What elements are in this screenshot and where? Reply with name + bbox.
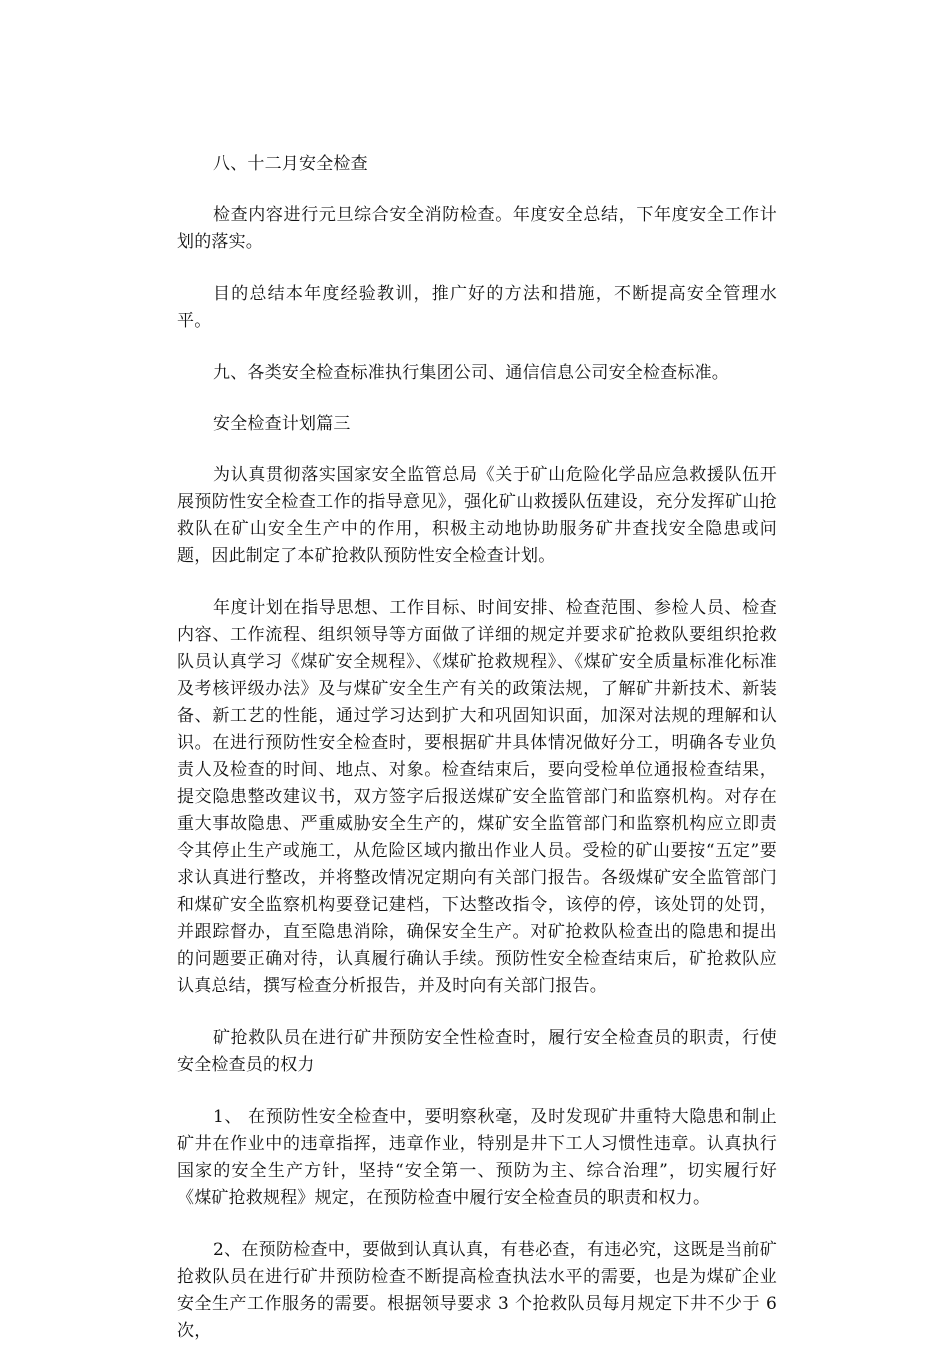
paragraph-annual-plan: 年度计划在指导思想、工作目标、时间安排、检查范围、参检人员、检查内容、工作流程、组织领导等方面做了详细的规定并要求矿抢救队要组织抢救队员认真学习《煤矿安全规程》、《煤矿抢救规程》、《煤矿安全质量标准化标准及考核评级办法》及与煤矿安全生产有关的政策法规，了解矿井新技术、新装备、新工艺的性能，通过学习达到扩大和巩固知识面，加深对法规的理解和认识。在进行预防性安全检查时，要根据矿井具体情况做好分工，明确各专业负责人及检查的时间、地点、对象。检查结束后，要向受检单位通报检查结果，提交隐患整改建议书，双方签字后报送煤矿安全监管部门和监察机构。对存在重大事故隐患、严重威胁安全生产的，煤矿安全监管部门和监察机构应立即责令其停止生产或施工，从危险区域内撤出作业人员。受检的矿山要按“五定”要求认真进行整改，并将整改情况定期向有关部门报告。各级煤矿安全监管部门和煤矿安全监察机构要登记建档，下达整改指令，该停的停，该处罚的处罚，并跟踪督办，直至隐患消除，确保安全生产。对矿抢救队检查出的隐患和提出的问题要正确对待，认真履行确认手续。预防性安全检查结束后，矿抢救队应认真总结，撰写检查分析报告，并及时向有关部门报告。 [177,598,777,996]
section-title: 安全检查计划篇三 [213,414,351,434]
paragraph-duty: 矿抢救队员在进行矿井预防安全性检查时，履行安全检查员的职责，行使安全检查员的权力 [177,1028,777,1075]
paragraph-intro: 为认真贯彻落实国家安全监管总局《关于矿山危险化学品应急救援队伍开展预防性安全检查工作的指导意见》，强化矿山救援队伍建设，充分发挥矿山抢救队在矿山安全生产中的作用，积极主动地协助服务矿井查找安全隐患或问题，因此制定了本矿抢救队预防性安全检查计划。 [177,465,777,566]
section-heading-nine: 九、各类安全检查标准执行集团公司、通信信息公司安全检查标准。 [213,363,729,383]
section-heading-eight: 八、十二月安全检查 [213,154,368,174]
paragraph-inspection-content: 检查内容进行元旦综合安全消防检查。年度安全总结，下年度安全工作计划的落实。 [177,205,777,252]
document-body [177,151,777,1370]
paragraph-purpose: 目的总结本年度经验教训，推广好的方法和措施，不断提高安全管理水平。 [177,284,777,331]
paragraph-item-1: 1、 在预防性安全检查中，要明察秋毫，及时发现矿井重特大隐患和制止矿井在作业中的违章指挥，违章作业，特别是井下工人习惯性违章。认真执行国家的安全生产方针，坚持“安全第一、预防为主、综合治理”，切实履行好《煤矿抢救规程》规定，在预防检查中履行安全检查员的职责和权力。 [177,1107,777,1208]
paragraph-item-2: 2、在预防检查中，要做到认真认真，有巷必查，有违必究，这既是当前矿抢救队员在进行矿井预防检查不断提高检查执法水平的需要，也是为煤矿企业安全生产工作服务的需要。根据领导要求 3 个抢救队员每月规定下井不少于 6 次， [177,1240,777,1341]
